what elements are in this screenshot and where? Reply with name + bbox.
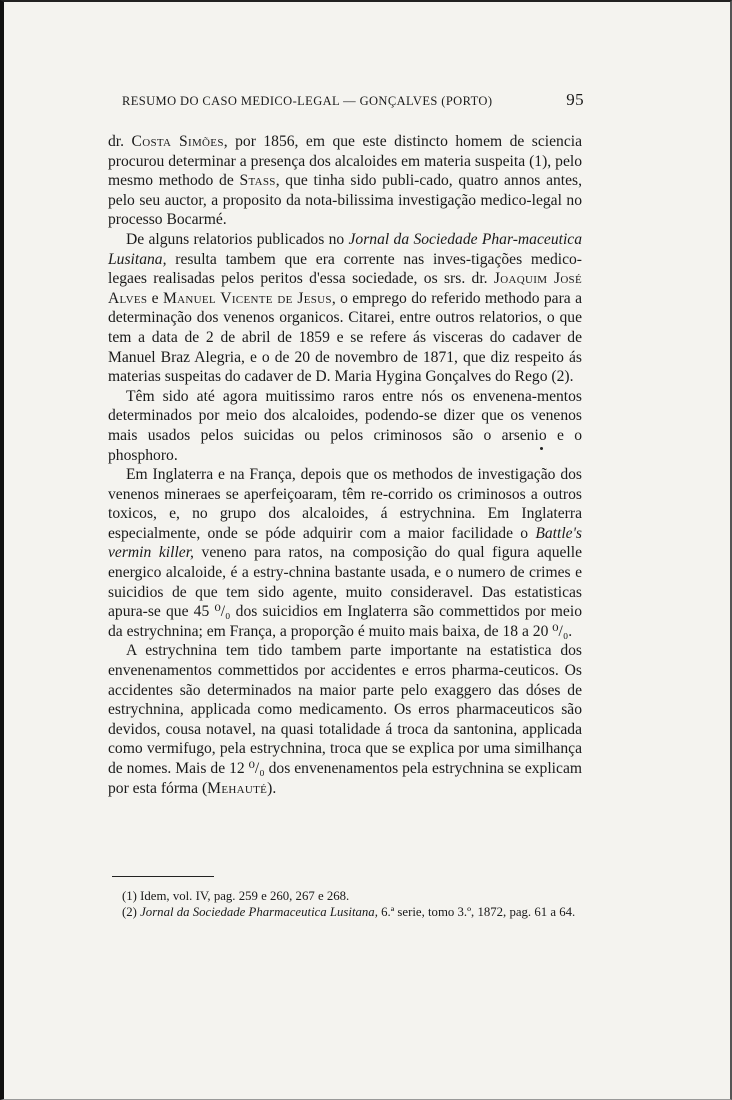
footnote-2: [108, 904, 582, 920]
text-run: 6.ª serie, tomo 3.º, 1872, pag. 61 a 64.: [377, 905, 576, 919]
text-run: , por 1856, em que este distincto homem de sciencia procurou determinar a presença dos alcaloides em materia suspeita (1), pelo mesmo methodo de: [108, 133, 582, 190]
product-name: Battle's vermin killer,: [108, 524, 582, 562]
author-name: Stass: [239, 172, 276, 190]
journal-title: Jornal da Sociedade Pharmaceutica Lusitana,: [140, 905, 378, 919]
text-run: , que tinha sido publi-cado, quatro annos antes, pelo seu auctor, a proposito da nota-bilissima investigação medico-legal no processo Bocarmé.: [108, 172, 583, 229]
ink-speck: [540, 447, 543, 450]
text-run: A estrychnina tem tido tambem parte importante na estatistica dos envenenamentos commettidos por accidentes e erros pharma-ceuticos. Os accidentes são determinados na maior parte pelo exaggero das dóses de estrychnina, applicada como medicamento. Os erros pharmaceuticos são devidos, cousa notavel, na quasi totalidade á troca da santonina, applicada como vermifugo, pela estrychnina, troca que se explica por uma similhança de nomes. Mais de 12 ⁰/₀ dos envenenamentos pela estrychnina se explicam por esta fórma (: [108, 642, 582, 797]
paragraph-4: [108, 465, 582, 641]
footnote-1: (1) Idem, vol. IV, pag. 259 e 260, 267 e 268.: [122, 889, 350, 903]
author-name: Costa Simões: [131, 133, 224, 150]
paragraph-1: [108, 132, 582, 230]
footnote-rule: [112, 876, 214, 877]
text-run: , o emprego do referido methodo para a determinação dos venenos organicos. Citarei, entre outros relatorios, o que tem a data de 2 de abril de 1859 e se refere ás visceras do cadaver de Manuel Braz Alegria, e o de 20 de novembro de 1871, que diz respeito ás materias suspeitas do cadaver de D. Maria Hygina Gonçalves do Rego (2).: [108, 289, 583, 386]
author-name: Manuel Vicente de Jesus: [162, 289, 332, 307]
text-run: veneno para ratos, na composição do qual figura aquelle energico alcaloide, é a estry-chnina bastante usada, e o numero de crimes e suicidios de que tem sido agente, muito consideravel. Das estatisticas apura-se que 45 ⁰/₀ dos suicidios em Inglaterra são commettidos por meio da estrychnina; em França, a proporção é muito mais baixa, de 18 a 20 ⁰/₀.: [108, 544, 582, 640]
author-name: Mehauté: [207, 779, 268, 797]
author-name: Joaquim José Alves: [108, 270, 582, 307]
page-number: 95: [566, 90, 584, 109]
text-run: resulta tambem que era corrente nas inves-tigações medico-legaes realisadas pelos peritos d'essa sociedade, os srs. dr.: [108, 250, 582, 288]
footnotes: [108, 888, 582, 920]
running-title: RESUMO DO CASO MEDICO-LEGAL — GONÇALVES (PORTO): [122, 94, 493, 108]
paragraph-2: [108, 230, 582, 387]
text-run: De alguns relatorios publicados no: [126, 230, 349, 248]
body-text: [108, 132, 582, 798]
text-run: dr.: [108, 133, 132, 150]
text-run: ).: [267, 779, 277, 797]
paragraph-5: [108, 641, 582, 798]
text-run: Em Inglaterra e na França, depois que os methodos de investigação dos venenos mineraes se aperfeiçoaram, têm re-corrido os criminosos a outros toxicos, e, no grupo dos alcaloides, á estrychnina. Em Inglaterra especialmente, onde se póde adquirir com a maior facilidade o: [108, 466, 582, 542]
text-run: (2): [122, 905, 141, 919]
text-run: e: [147, 289, 163, 307]
paragraph-3: Têm sido até agora muitissimo raros entre nós os envenena-mentos determinados por meio dos alcaloides, podendo-se dizer que os venenos mais usados pelos suicidas ou pelos criminosos são o arsenio e o phosphoro.: [108, 387, 582, 464]
journal-title: Jornal da Sociedade Phar-maceutica Lusitana,: [108, 230, 582, 268]
